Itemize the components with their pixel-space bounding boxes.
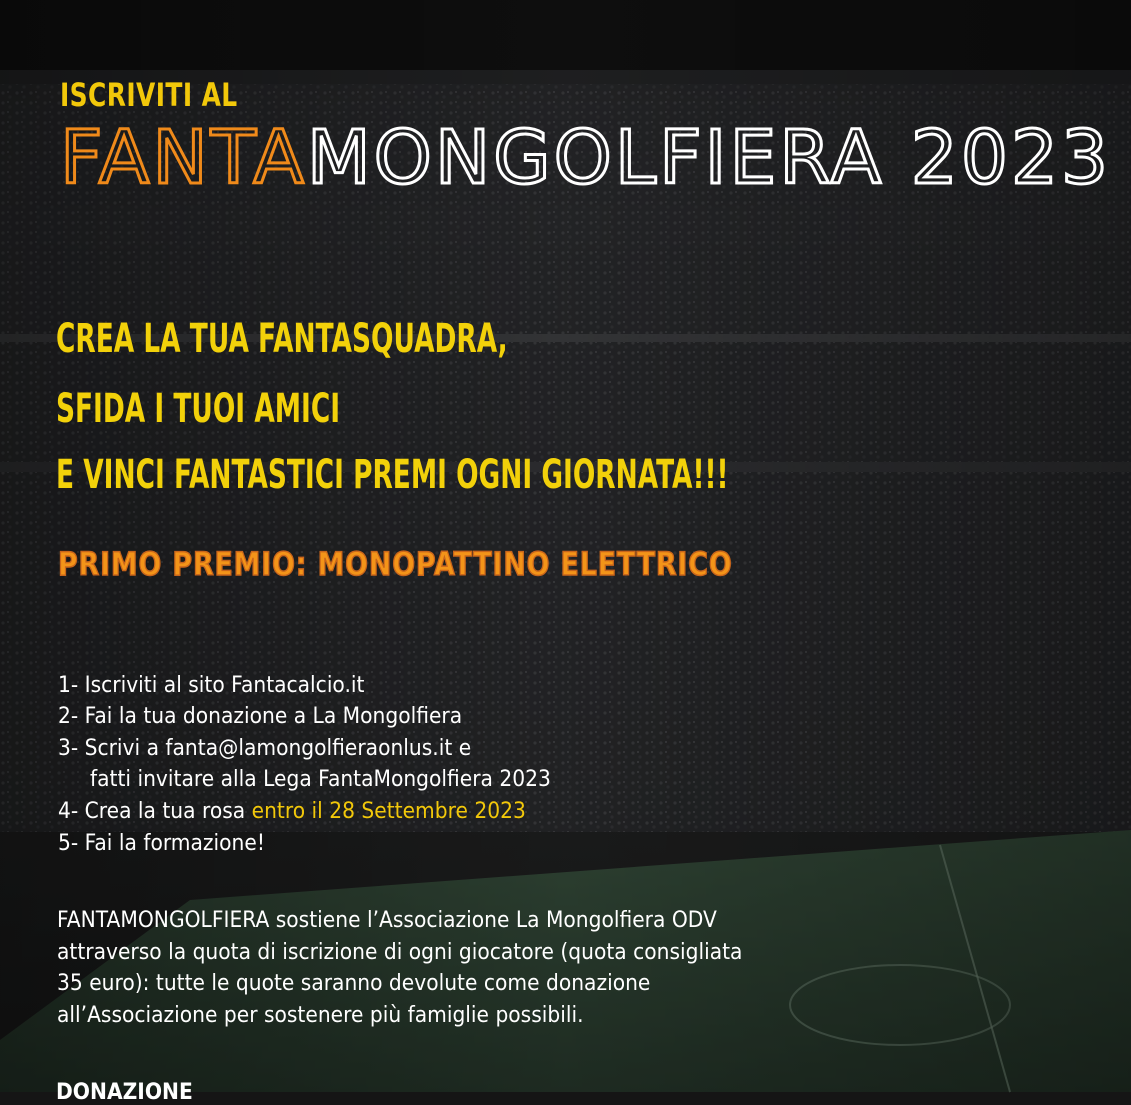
info-line-1: FANTAMONGOLFIERA sostiene l’Associazione La Mongolfiera ODV — [57, 908, 717, 933]
step-4-text: 4- Crea la tua rosa — [58, 799, 252, 824]
headline-line-2: SFIDA I TUOI AMICI — [56, 386, 341, 432]
info-line-2: attraverso la quota di iscrizione di ogni giocatore (quota consigliata — [57, 940, 743, 965]
headline-line-3: E VINCI FANTASTICI PREMI OGNI GIORNATA!!! — [56, 452, 729, 498]
step-3: 3- Scrivi a fanta@lamongolfieraonlus.it e — [58, 736, 472, 761]
step-1: 1- Iscriviti al sito Fantacalcio.it — [58, 673, 365, 698]
event-logo-title — [60, 115, 1112, 201]
info-line-3: 35 euro): tutte le quote saranno devolute come donazione — [57, 971, 651, 996]
step-4-deadline: entro il 28 Settembre 2023 — [251, 799, 526, 824]
step-5: 5- Fai la formazione! — [58, 831, 265, 856]
kicker-text: ISCRIVITI AL — [60, 76, 238, 114]
first-prize-banner: PRIMO PREMIO: MONOPATTINO ELETTRICO — [58, 545, 733, 583]
step-3-continued: fatti invitare alla Lega FantaMongolfiera 2023 — [90, 767, 551, 792]
logo-part-mongolfiera: MONGOLFIERA 2023 — [306, 115, 1112, 201]
step-2: 2- Fai la tua donazione a La Mongolfiera — [58, 704, 463, 729]
step-4 — [58, 799, 526, 824]
headline-line-1: CREA LA TUA FANTASQUADRA, — [56, 316, 508, 362]
info-line-4: all’Associazione per sostenere più famiglie possibili. — [57, 1003, 584, 1028]
logo-part-fanta: FANTA — [60, 115, 307, 201]
donation-heading-cut: DONAZIONE — [56, 1080, 193, 1105]
